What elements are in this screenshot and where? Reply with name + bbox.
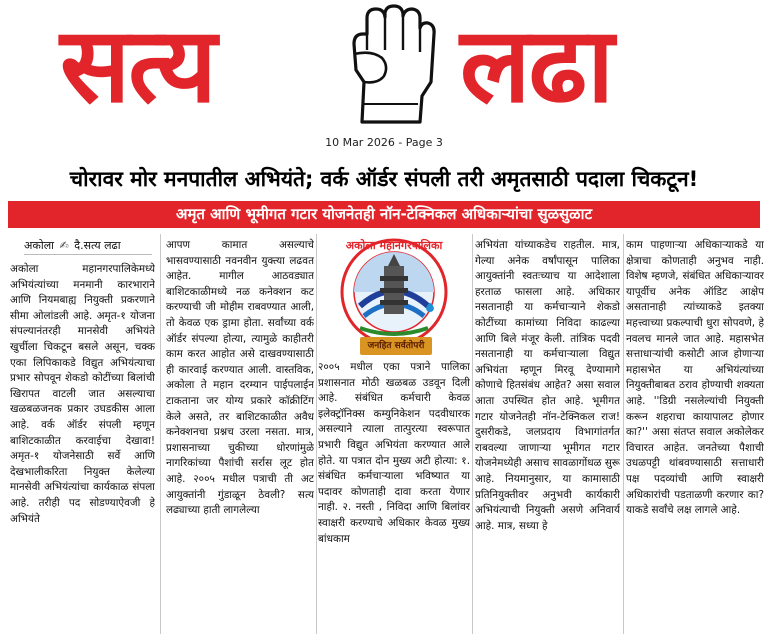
- logo-tagline: जनहित सर्वतोपरी: [360, 337, 432, 355]
- column-divider: [623, 234, 624, 634]
- article-subheadline: अमृत आणि भूमीगत गटार योजनेतही नॉन-टेक्निकल अधिकाऱ्यांचा सुळसुळाट: [8, 201, 760, 228]
- pen-icon: ✍: [59, 239, 69, 252]
- raised-fist-icon: [334, 4, 446, 130]
- masthead: [0, 0, 768, 135]
- column-divider: [472, 234, 473, 634]
- byline: [24, 238, 152, 255]
- article-column-3: २००५ मधील एका पत्राने पालिका प्रशासनात मोठी खळबळ उडवून दिली आहे. संबंधित कर्मचारी केवळ इलेक्ट्रॉनिक्स कम्युनिकेशन पदवीधारक असल्याने त्याला तात्पुरत्या स्वरूपात प्रभारी विद्युत अभियंता करण्यात आले होते. या पत्रात दोन मुख्य अटी होत्या: १. संबंधित कर्मचाऱ्याला भविष्यात या पदावर कोणताही दावा करता येणार नाही. २. नस्ती , निविदा आणि बिलांवर स्वाक्षरी करण्याचे अधिकार केवळ मुख्य बांधकाम: [318, 361, 470, 545]
- article-column-1: अकोला महानगरपालिकेमध्ये अभियंत्यांच्या मनमानी कारभाराने आणि नियमबाह्य नियुक्ती प्रकरणाने सीमा ओलांडली आहे. अमृत-१ योजना संपल्यानंतरही मानसेवी अभियंते खुर्चीला चिकटून बसले असून, चक्क एका लिपिकाकडे विद्युत अभियंत्याचा प्रभार सोपवून शेकडो कोटींच्या बिलांची खिरापत वाटली जात असल्याचा खळबळजनक प्रकार उघडकीस आला आहे. वर्क ऑर्डर संपली म्हणून बाशिटकाळीत करवाईचा देखावा! अमृत-१ योजनेसाठी सर्वे आणि देखभालीकरिता नियुक्त केलेल्या मानसेवी अभियंत्यांचा कार्यकाळ संपला आहे. तरीही पद सोडण्याऐवजी हे अभियंते: [10, 263, 155, 525]
- byline-city: अकोला: [24, 239, 55, 252]
- article-column-2: आपण कामात असल्याचे भासवण्यासाठी नवनवीन युक्त्या लढवत आहेत. मागील आठवड्यात बाशिटकाळीमध्ये नळ कनेक्शन कट करण्याची जी मोहीम राबवण्यात आली, तो केवळ एक ड्रामा होता. सर्वांच्या वर्क ऑर्डर संपल्या होत्या, त्यामुळे काहीतरी काम करत आहोत असे दाखवण्यासाठी ही कारवाई करण्यात आली. वास्तविक, अकोला ते महान दरम्यान पाईपलाईन टाकताना जर योग्य प्रकारे कॉक्रीटिंग केले असते, तर बाशिटकाळीत अवैध कनेक्शनचा प्रश्नच उरला नसता. मात्र, प्रशासनाच्या चुकीच्या धोरणांमुळे नागरिकांच्या पैशांची सर्रास लूट होत आहे. २००५ मधील पत्राची ती अट आयुक्तांनी गुंडाळून ठेवली? सत्य लढ्याच्या हाती लागलेल्या: [166, 239, 314, 517]
- masthead-title-left: सत्य: [60, 4, 215, 126]
- article-column-5: काम पाहणाऱ्या अधिकाऱ्याकडे या क्षेत्राचा कोणताही अनुभव नाही. विशेष म्हणजे, संबंधित अधिकाऱ्यावर यापूर्वीच अनेक ऑडिट आक्षेप असतानाही त्यांच्याकडे इतक्या महत्त्वाच्या प्रकल्पाची धुरा सोपवणे, हे नवलच मानले जात आहे. महासभेत सत्ताधाऱ्यांची कसोटी आज होणाऱ्या महासभेत या अभियंत्यांच्या नियुक्तीबाबत ठराव होण्याची शक्यता आहे. ''डिग्री नसलेल्यांची नियुक्ती करून शहराचा कायापालट होणार का?'' असा संतप्त सवाल अकोलेकर विचारत आहेत. जनतेच्या पैशाची उधळपट्टी थांबवण्यासाठी सत्ताधारी पक्ष पदव्यांची आणि स्वाक्षरी अधिकारांची पडताळणी करणार का? याकडे सर्वांचे लक्ष लागले आहे.: [626, 239, 764, 517]
- column-divider: [160, 234, 161, 634]
- article-headline: चोरावर मोर मनपातील अभियंते; वर्क ऑर्डर संपली तरी अमृतसाठी पदाला चिकटून!: [69, 167, 699, 191]
- page-dateline: 10 Mar 2026 - Page 3: [325, 136, 443, 149]
- column-divider: [316, 234, 317, 634]
- logo-ring-text: अकोला महानगरपालिका: [345, 239, 443, 252]
- byline-source: दै.सत्य लढा: [74, 239, 121, 252]
- masthead-title-right: लढा: [460, 4, 613, 126]
- article-column-4: अभियंता यांच्याकडेच राहतील. मात्र, गेल्या अनेक वर्षांपासून पालिका आयुक्तांनी स्वतःच्याच या आदेशाला हरताळ फासला आहे. अधिकार नसतानाही या कर्मचाऱ्याने शेकडो कोटींच्या कामांच्या निविदा काढल्या आणि बिले मंजूर केली. तांत्रिक पदवी नसतानाही या कर्मचाऱ्याला विद्युत अभियंता म्हणून मिरवू देण्यामागे कोणाचे हितसंबंध आहेत? असा सवाल आता उपस्थित होत आहे. भूमीगत गटार योजनेतही नॉन-टेक्निकल राज! दुसरीकडे, जलप्रदाय विभागांतर्गत राबवल्या जाणाऱ्या भूमीगत गटार योजनेमध्येही असाच सावळागोंधळ सुरू आहे. नियमानुसार, या कामासाठी प्रतिनियुक्तीवर अनुभवी कार्यकारी अभियंत्याची नियुक्ती असणे अनिवार्य आहे. मात्र, सध्या हे: [475, 239, 620, 532]
